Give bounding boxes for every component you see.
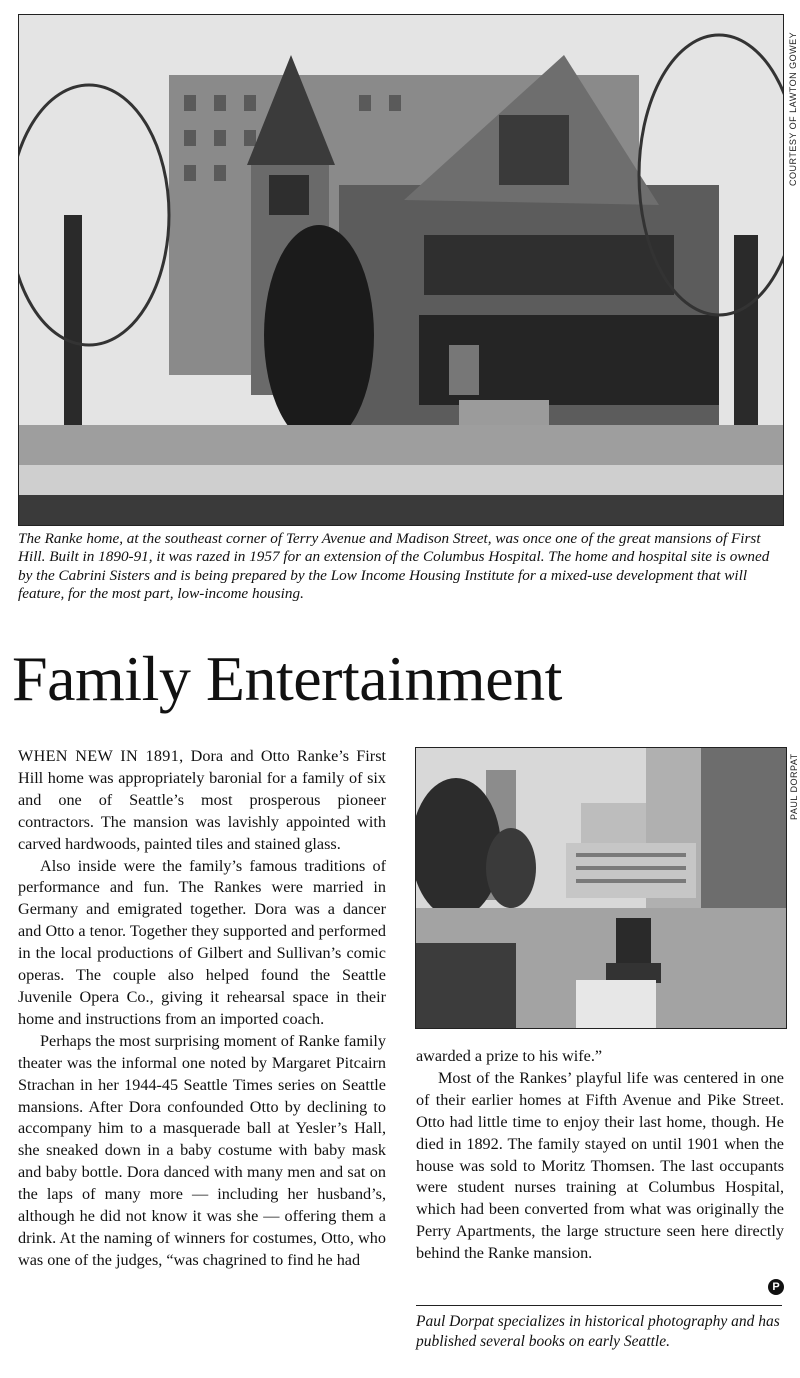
article-paragraph-3-continued: awarded a prize to his wife.” [416, 1047, 603, 1065]
article-lead-in: WHEN NEW IN 1891, [18, 747, 184, 765]
author-bio-text: Paul Dorpat specializes in historical photography and has published several books on early Seattle. [416, 1313, 780, 1350]
article-column-right [416, 1046, 784, 1265]
photo-caption-text: The Ranke home, at the southeast corner of Terry Avenue and Madison Street, was once one of the great mansions of First Hill. Built in 1890-91, it was razed in 1957 for an extension of the Columbus Hospital. The home and hospital site is owned by the Cabrini Sisters and is being prepared by the Low Income Housing Institute for a mixed-use development that will feature, for the most part, low-income housing. [18, 530, 770, 603]
construction-site-illustration [416, 748, 786, 1028]
construction-site-photo [415, 747, 787, 1029]
end-mark-icon: P [768, 1279, 784, 1295]
author-bio [416, 1312, 788, 1352]
headline: Family Entertainment [12, 643, 562, 714]
article-paragraph-1 [18, 746, 386, 856]
ranke-mansion-photo [18, 14, 784, 526]
article-paragraph-2: Also inside were the family’s famous traditions of performance and fun. The Rankes were married in Germany and emigrated together. Dora was a dancer and Otto a tenor. Together they supported and performed in the local productions of Gilbert and Sullivan’s comic operas. The couple also helped found the Seattle Juvenile Opera Co., giving it rehearsal space in their home and instructions from an imported coach. [18, 856, 386, 1028]
photo-credit: COURTESY OF LAWTON GOWEY [788, 31, 798, 186]
article-paragraph-4: Most of the Rankes’ playful life was centered in one of their earlier homes at Fifth Avenue and Pike Street. Otto had little time to enjoy their last home, though. He died in 1892. The family stayed on until 1901 when the house was sold to Moritz Thomsen. The last occupants were student nurses training at Columbus Hospital, which had been converted from what was originally the Perry Apartments, the large structure seen here directly behind the Ranke mansion. [416, 1068, 784, 1263]
article-paragraph-3: Perhaps the most surprising moment of Ranke family theater was the informal one noted by Margaret Pitcairn Strachan in her 1944-45 Seattle Times series on Seattle mansions. After Dora confounded Otto by declining to accompany him to a masquerade ball at Yesler’s Hall, she sneaked down in a baby costume with baby mask and baby bottle. Dora danced with many men and sat on the laps of many more — including her husband’s, although he did not know it was she — offering them a drink. At the naming of winners for costumes, Otto, who was one of the judges, “was chagrined to find he had [18, 1031, 386, 1269]
bio-divider [416, 1305, 782, 1306]
article-column-left [18, 746, 386, 1272]
photo-caption [18, 530, 786, 604]
article-paragraph-1-text: Dora and Otto Ranke’s First Hill home was appropriately baronial for a family of six and one of Seattle’s most prosperous pioneer contractors. The mansion was lavishly appointed with carved hardwoods, painted tiles and stained glass. [18, 747, 386, 853]
ranke-mansion-illustration [19, 15, 783, 525]
second-photo-credit: PAUL DORPAT [789, 753, 799, 820]
